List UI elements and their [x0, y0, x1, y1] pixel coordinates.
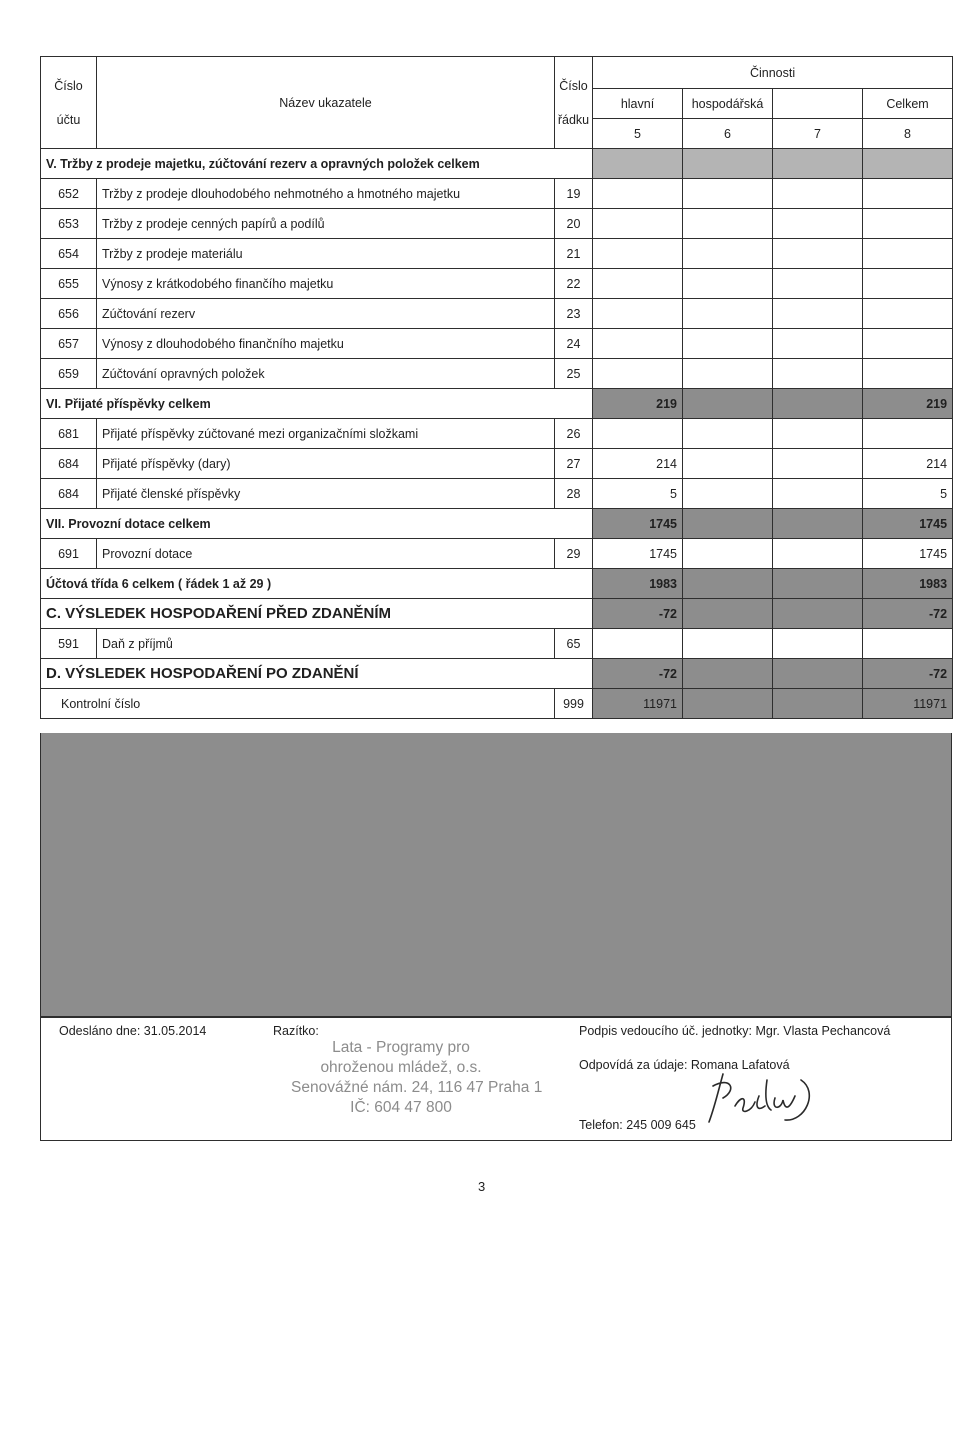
section-vi-row	[41, 389, 953, 419]
celkem-cell	[863, 329, 953, 359]
col7-cell	[773, 209, 863, 239]
acct-cell: 681	[41, 419, 97, 449]
name-cell: Zúčtování rezerv	[97, 299, 555, 329]
hospodarska-cell	[683, 479, 773, 509]
name-cell: Tržby z prodeje materiálu	[97, 239, 555, 269]
rowno-cell: 23	[555, 299, 593, 329]
col7-cell	[773, 299, 863, 329]
class6-total-row	[41, 569, 953, 599]
page-number: 3	[478, 1179, 486, 1194]
rowno-header-line2: řádku	[557, 112, 590, 127]
table-row	[41, 329, 953, 359]
table-row	[41, 449, 953, 479]
celkem-cell: 1745	[863, 539, 953, 569]
result-before-label: C. VÝSLEDEK HOSPODAŘENÍ PŘED ZDANĚNÍM	[41, 599, 593, 629]
rowno-cell: 19	[555, 179, 593, 209]
celkem-cell: 214	[863, 449, 953, 479]
hlavni-cell: 5	[593, 479, 683, 509]
col7-cell	[773, 329, 863, 359]
rowno-cell: 20	[555, 209, 593, 239]
table-row	[41, 239, 953, 269]
rowno-cell: 27	[555, 449, 593, 479]
acct-cell: 684	[41, 449, 97, 479]
hospodarska-cell	[683, 209, 773, 239]
name-cell: Provozní dotace	[97, 539, 555, 569]
handwritten-signature	[701, 1066, 821, 1128]
celkem-cell	[863, 209, 953, 239]
section-v-label: V. Tržby z prodeje majetku, zúčtování rezerv a opravných položek celkem	[41, 149, 593, 179]
control-celkem: 11971	[863, 689, 953, 719]
rowno-cell: 65	[555, 629, 593, 659]
celkem-cell	[863, 419, 953, 449]
hospodarska-cell	[683, 539, 773, 569]
acct-cell: 659	[41, 359, 97, 389]
col7-cell	[773, 419, 863, 449]
rowno-cell: 28	[555, 479, 593, 509]
table-row	[41, 629, 953, 659]
acct-cell: 653	[41, 209, 97, 239]
section-v-row	[41, 149, 953, 179]
responsible-person: Odpovídá za údaje: Romana Lafatová	[579, 1058, 790, 1072]
rowno-cell: 21	[555, 239, 593, 269]
section-vii-label: VII. Provozní dotace celkem	[41, 509, 593, 539]
rowno-cell: 29	[555, 539, 593, 569]
hospodarska-cell	[683, 239, 773, 269]
table-row	[41, 359, 953, 389]
class6-hlavni: 1983	[593, 569, 683, 599]
sent-date: Odesláno dne: 31.05.2014	[59, 1024, 207, 1038]
hospodarska-cell	[683, 179, 773, 209]
col7-cell	[773, 479, 863, 509]
col7-number: 7	[773, 119, 863, 149]
col7-cell	[773, 449, 863, 479]
name-cell: Tržby z prodeje cenných papírů a podílů	[97, 209, 555, 239]
activities-header: Činnosti	[593, 57, 953, 89]
name-cell: Přijaté členské příspěvky	[97, 479, 555, 509]
col7-header-blank	[773, 89, 863, 119]
celkem-cell: 5	[863, 479, 953, 509]
acct-cell: 691	[41, 539, 97, 569]
celkem-cell	[863, 179, 953, 209]
hlavni-cell	[593, 179, 683, 209]
rowno-header	[555, 57, 593, 149]
section-vii-hlavni: 1745	[593, 509, 683, 539]
hlavni-cell	[593, 329, 683, 359]
celkem-cell	[863, 269, 953, 299]
hospodarska-cell	[683, 299, 773, 329]
hospodarska-cell	[683, 629, 773, 659]
acct-header-line2: účtu	[56, 112, 81, 127]
rowno-cell: 24	[555, 329, 593, 359]
hlavni-cell	[593, 209, 683, 239]
col7-cell	[773, 269, 863, 299]
hlavni-cell: 214	[593, 449, 683, 479]
name-cell: Výnosy z krátkodobého finančího majetku	[97, 269, 555, 299]
celkem-cell	[863, 299, 953, 329]
control-number-row	[41, 689, 953, 719]
hospodarska-cell	[683, 269, 773, 299]
footer-box	[40, 1017, 952, 1141]
stamp-line: Senovážné nám. 24, 116 47 Praha 1	[291, 1079, 543, 1096]
celkem-header: Celkem	[863, 89, 953, 119]
result-after-celkem: -72	[863, 659, 953, 689]
hlavni-cell	[593, 269, 683, 299]
stamp-line: ohroženou mládež, o.s.	[320, 1059, 482, 1076]
rowno-cell: 26	[555, 419, 593, 449]
organization-stamp	[291, 1038, 543, 1118]
hlavni-cell	[593, 419, 683, 449]
hospodarska-cell	[683, 359, 773, 389]
name-cell: Přijaté příspěvky zúčtované mezi organizačními složkami	[97, 419, 555, 449]
col7-cell	[773, 239, 863, 269]
acct-cell: 654	[41, 239, 97, 269]
control-label-text: Kontrolní číslo	[61, 696, 141, 711]
control-hlavni: 11971	[593, 689, 683, 719]
result-before-hlavni: -72	[593, 599, 683, 629]
result-after-hlavni: -72	[593, 659, 683, 689]
celkem-cell	[863, 359, 953, 389]
hospodarska-cell	[683, 449, 773, 479]
col7-cell	[773, 539, 863, 569]
name-cell: Přijaté příspěvky (dary)	[97, 449, 555, 479]
phone: Telefon: 245 009 645	[579, 1118, 696, 1132]
acct-cell: 657	[41, 329, 97, 359]
acct-cell: 591	[41, 629, 97, 659]
col8-number: 8	[863, 119, 953, 149]
name-header: Název ukazatele	[97, 57, 555, 149]
celkem-cell	[863, 239, 953, 269]
col5-number: 5	[593, 119, 683, 149]
hlavni-cell	[593, 239, 683, 269]
section-vi-label: VI. Přijaté příspěvky celkem	[41, 389, 593, 419]
rowno-header-line1: Číslo	[559, 78, 588, 93]
table-row	[41, 209, 953, 239]
control-rowno: 999	[555, 689, 593, 719]
name-cell: Zúčtování opravných položek	[97, 359, 555, 389]
section-vi-hlavni: 219	[593, 389, 683, 419]
stamp-line: Lata - Programy pro	[332, 1039, 470, 1056]
acct-cell: 656	[41, 299, 97, 329]
rowno-cell: 22	[555, 269, 593, 299]
acct-cell: 684	[41, 479, 97, 509]
result-after-tax-row	[41, 659, 953, 689]
hospodarska-cell	[683, 419, 773, 449]
head-signature-line: Podpis vedoucího úč. jednotky: Mgr. Vlasta Pechancová	[579, 1024, 891, 1038]
col6-number: 6	[683, 119, 773, 149]
hlavni-cell	[593, 299, 683, 329]
name-cell: Daň z příjmů	[97, 629, 555, 659]
section-vii-row	[41, 509, 953, 539]
class6-label: Účtová třída 6 celkem ( řádek 1 až 29 )	[41, 569, 593, 599]
name-cell: Tržby z prodeje dlouhodobého nehmotného a hmotného majetku	[97, 179, 555, 209]
hlavni-header: hlavní	[593, 89, 683, 119]
income-statement-table	[40, 56, 953, 719]
class6-celkem: 1983	[863, 569, 953, 599]
result-before-tax-row	[41, 599, 953, 629]
hlavni-cell	[593, 359, 683, 389]
hospodarska-cell	[683, 329, 773, 359]
acct-cell: 652	[41, 179, 97, 209]
col7-cell	[773, 359, 863, 389]
celkem-cell	[863, 629, 953, 659]
stamp-line: IČ: 604 47 800	[350, 1099, 452, 1116]
header-row-1	[41, 57, 953, 89]
col7-cell	[773, 629, 863, 659]
control-label	[41, 689, 555, 719]
hospodarska-header: hospodářská	[683, 89, 773, 119]
name-cell: Výnosy z dlouhodobého finančního majetku	[97, 329, 555, 359]
hlavni-cell: 1745	[593, 539, 683, 569]
acct-header-line1: Číslo	[54, 78, 83, 93]
section-vi-celkem: 219	[863, 389, 953, 419]
table-row	[41, 179, 953, 209]
acct-cell: 655	[41, 269, 97, 299]
table-row	[41, 299, 953, 329]
table-row	[41, 479, 953, 509]
result-before-celkem: -72	[863, 599, 953, 629]
hlavni-cell	[593, 629, 683, 659]
table-row	[41, 419, 953, 449]
table-row	[41, 269, 953, 299]
section-vii-celkem: 1745	[863, 509, 953, 539]
rowno-cell: 25	[555, 359, 593, 389]
shaded-blank-area	[40, 733, 952, 1017]
stamp-label: Razítko:	[273, 1024, 319, 1038]
table-row	[41, 539, 953, 569]
acct-header	[41, 57, 97, 149]
result-after-label: D. VÝSLEDEK HOSPODAŘENÍ PO ZDANĚNÍ	[41, 659, 593, 689]
col7-cell	[773, 179, 863, 209]
